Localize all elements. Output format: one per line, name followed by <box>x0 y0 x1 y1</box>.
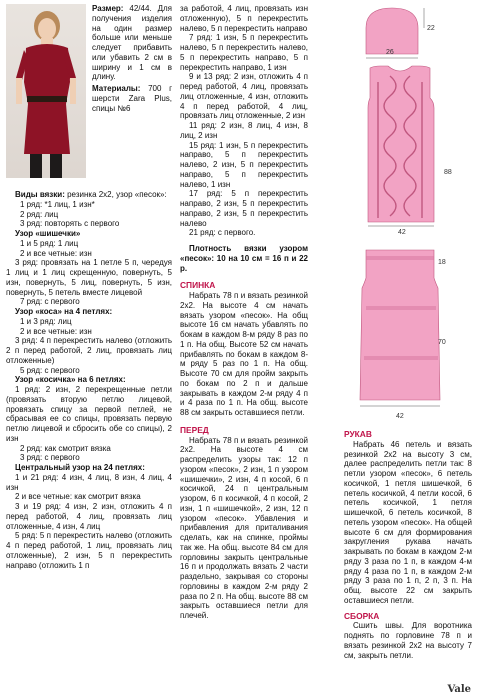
braid4-row-3: 3 ряд: 4 п перекрестить налево (отложить 2 п перед работой, 2 лиц, провязать лиц отложенные) <box>6 336 172 365</box>
braid6-head: Узор «косичка» на 6 петлях: <box>15 375 126 385</box>
braid4-row-5: 5 ряд: с первого <box>20 365 80 375</box>
back-text: Набрать 78 п и вязать резинкой 2х2. На высоте 4 см начать вязать узором «песок». На общ высоте 16 см начать убавлять по бокам в каждом 8-м ряду 8 раз по 1 п. На общ. Высоте 52 см начать прибавлять по бокам в каждом 8-м ряду 5 раз по 1 п. На общ. Высоте 70 см для пройм закрыть по бокам по 2 п и дальше закрывать в каждом 2-м ряду 4 п и 4 раза по 1 п. На общ. высоте 88 см закрыть оставшиеся петли. <box>180 291 308 417</box>
back-length-label: 70 <box>438 339 446 346</box>
cone-row-7: 7 ряд: с первого <box>20 297 80 307</box>
back-armhole-label: 18 <box>438 259 446 266</box>
braid6-row-1: 1 ряд: 2 изн, 2 перекрещенные петли (провязать вторую петлю лицевой, провязать спицу за первой петлей, не сбрасывая ее со спицы, провязать первую петлю лицевой и сбросить обе со спицы), 2 изн <box>6 385 172 443</box>
cone-row-3: 3 ряд: провязать на 1 петле 5 п, чередуя 1 лиц и 1 лиц скрещенную, повернуть, 5 изн, повернуть, 5 лиц, повернуть, 5 изн, повернуть, 5 петель вместе лицевой <box>6 258 172 297</box>
signature: Vale <box>447 684 471 696</box>
column-2 <box>180 4 308 621</box>
cone-row-1: 1 и 5 ряд: 1 лиц <box>20 238 79 248</box>
density: Плотность вязки узором «песок»: 10 на 10 см = 16 п и 22 р. <box>180 244 308 273</box>
central-row-2: 2 и все четные: как смотрит вязка <box>15 492 141 502</box>
central-row-21: 21 ряд: с первого. <box>189 228 256 238</box>
model-photo <box>6 4 86 178</box>
front-width-label: 42 <box>398 229 406 236</box>
braid4-head: Узор «коса» на 4 петлях: <box>15 307 113 316</box>
column-3 <box>344 426 472 660</box>
sand-row-2: 2 ряд: лиц <box>20 209 59 219</box>
braid6-row-2: 2 ряд: как смотрит вязка <box>20 443 111 453</box>
central-cont: за работой, 4 лиц, провязать изн отложенную), 5 п перекрестить налево, 5 п перекрестить направо <box>180 4 308 33</box>
column-1 <box>92 4 172 113</box>
front-heading: ПЕРЕД <box>180 424 209 435</box>
central-row-9: 9 и 13 ряд: 2 изн, отложить 4 п перед работой, 4 лиц, провязать лиц отложенные, 4 изн, отложить 4 п перед работой, 4 лиц, провязать лиц отложенные, 2 изн <box>180 72 308 121</box>
sleeve-heading: РУКАВ <box>344 429 372 439</box>
size-text: 42/44. Для получения изделия на один размер больше или меньше следует прибавить или убавить 2 см в ширину и 1 см в длину. <box>92 4 172 82</box>
sand-row-1: 1 ряд: *1 лиц, 1 изн* <box>20 199 95 209</box>
central-row-1: 1 и 21 ряд: 4 изн, 4 лиц, 8 изн, 4 лиц, 4 изн <box>6 472 172 492</box>
central-row-7: 7 ряд: 1 изн, 5 п перекрестить налево, 5 п перекрестить налево, 5 п перекрестить направо, 5 п перекрестить направо, 1 изн <box>180 33 308 72</box>
stitches-head: Виды вязки: <box>15 190 65 199</box>
central-row-11: 11 ряд: 2 изн, 8 лиц, 4 изн, 8 лиц, 2 изн <box>180 121 308 140</box>
front-length-label: 88 <box>444 169 452 176</box>
central-row-15: 15 ряд: 1 изн, 5 п перекрестить направо, 5 п перекрестить налево, 2 изн, 5 п перекрестить направо, 5 п перекрестить налево, 1 изн <box>180 140 308 189</box>
sleeve-text: Набрать 46 петель и вязать резинкой 2х2 на высоту 3 см, далее распределить петли так: 8 петли узором «песок», 6 петель косичкой, 1 петля шишечкой, 6 петель косичкой, 4 петли косой, 6 петель косичкой, 1 петля шишечкой, 6 петель косичкой, 8 петель узором «песок». На общей высоте 6 см для формирования закругления рукава начать закрывать по бокам в каждом 2-м ряду 3 раза по 1 п, в каждом 4-м ряду 4 раза по 1 п, в каждом 2-м ряду 3 раза по 1 п, 2 п, 3 п. На общ. высоте 22 см закрыть оставшиеся петли. <box>344 439 472 605</box>
back-schematic <box>356 246 444 418</box>
braid4-row-1: 1 и 3 ряд: лиц <box>20 316 72 326</box>
size-label: Размер: <box>92 4 124 13</box>
assembly-text: Сшить швы. Для воротника поднять по горловине 78 п и вязать резинкой 2х2 на высоту 7 см, закрыть петли. <box>344 621 472 660</box>
braid6-row-3: 3 ряд: с первого <box>20 453 80 463</box>
braid4-row-2: 2 и все четные: изн <box>20 326 92 336</box>
materials-label: Материалы: <box>92 84 141 93</box>
back-width-label: 42 <box>396 413 404 420</box>
central-head: Центральный узор на 24 петлях: <box>15 463 145 472</box>
assembly-heading: СБОРКА <box>344 610 380 621</box>
cone-head: Узор «шишечки» <box>15 229 81 238</box>
sleeve-top-label: 22 <box>427 25 435 32</box>
cone-row-2: 2 и все четные: изн <box>20 248 92 258</box>
materials-text: 700 г шерсти Zara Plus, спицы №6 <box>92 84 172 113</box>
sand-row-3: 3 ряд: повторять с первого <box>20 219 120 229</box>
central-row-17: 17 ряд: 5 п перекрестить направо, 2 изн, 5 п перекрестить направо, 2 изн, 5 п перекрестить налево <box>180 189 308 228</box>
front-schematic <box>364 62 438 230</box>
central-row-5: 5 ряд: 5 п перекрестить налево (отложить 4 п перед работой, 1 лиц, провязать лиц отложенные), 2 изн, 5 п перекрестить направо (отложить 1 п <box>6 531 172 570</box>
stitches-intro: резинка 2х2, узор «песок»: <box>67 190 167 199</box>
front-text: Набрать 78 п и вязать резинкой 2х2. На высоте 4 см распределить узоры так: 12 п узором «песок», 2 изн, 1 п узором «шишечки», 2 изн, 4 п косой, 6 п косичкой, 24 п центральным узором, 6 п косичкой, 4 п косой, 2 изн, 1 п «шишечкой», 2 изн, 12 п узором «песок». Убавления и прибавления для приталивания сделать, как на спинке, проймы так же. На общ. высоте 84 см для горловины закрыть центральные 16 п и продолжать вязать 2 части раздельно, закрывая со стороны горловины в каждом 2-м ряду 2 раза по 2 п. На общ. высоте 88 см закрыть оставшиеся петли для плечей. <box>180 435 308 620</box>
sleeve-width-label: 26 <box>386 49 394 56</box>
central-row-3: 3 и 19 ряд: 4 изн, 2 изн, отложить 4 п перед работой, 4 лиц, провязать лиц отложенные, 4 изн, 4 лиц <box>6 502 172 531</box>
back-heading: СПИНКА <box>180 280 216 291</box>
column-1-lower <box>6 190 172 570</box>
